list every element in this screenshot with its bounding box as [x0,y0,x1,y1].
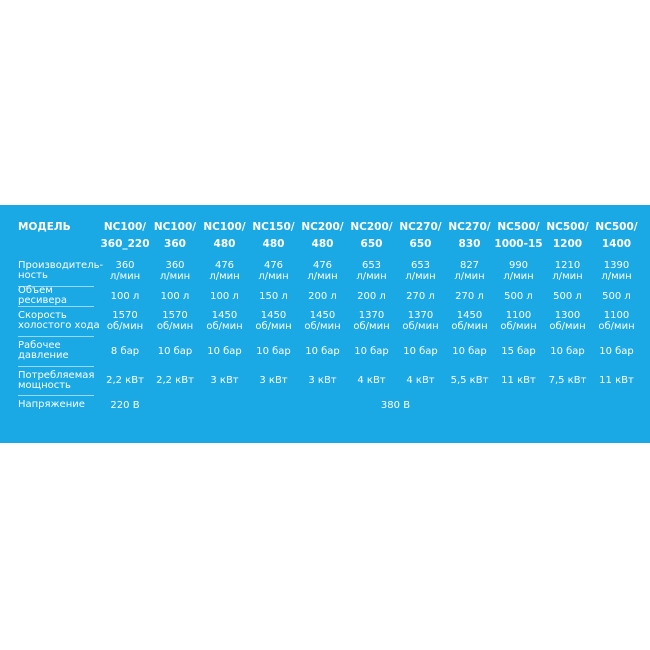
header-model-2: NC100/ 360 [153,221,197,250]
table-cell: 476 л/мин [209,260,240,282]
table-cell: 1300 об/мин [549,310,586,332]
row-label: Объем ресивера [0,286,100,306]
table-cell: 653 л/мин [356,260,387,282]
table-cell: 653 л/мин [405,260,436,282]
table-cell: 10 бар [256,345,291,357]
table-cell: 4 кВт [357,375,386,386]
table-cell: 1570 об/мин [156,310,194,332]
header-model-9: NC500/ 1000-15 [494,221,543,250]
header-model-10: NC500/ 1200 [546,221,589,250]
header-model-1: NC100/ 360_220 [100,221,150,250]
row-label: Потребляемая мощность [0,366,100,395]
table-cell: 1210 л/мин [552,260,583,282]
table-cell: 500 л [602,290,631,302]
table-cell: 100 л [160,290,190,302]
table-cell: 15 бар [501,345,536,357]
table-cell: 476 л/мин [258,260,289,282]
table-cell: 990 л/мин [503,260,534,282]
header-model-3: NC100/ 480 [203,221,246,250]
table-cell: 200 л [357,290,386,302]
header-model-5: NC200/ 480 [301,221,344,250]
header-model-4: NC150/ 480 [252,221,295,250]
table-cell: 3 кВт [308,375,337,386]
row-label: Рабочее давление [0,336,100,366]
table-cell: 3 кВт [210,375,239,386]
table-cell: 8 бар [110,345,140,357]
row-label: Скорость холостого хода [0,306,100,336]
table-cell: 10 бар [599,345,634,357]
table-cell: 100 л [210,290,239,302]
table-cell: 10 бар [452,345,487,357]
table-cell: 100 л [110,290,140,302]
table-cell: 270 л [455,290,484,302]
header-model-7: NC270/ 650 [399,221,442,250]
table-cell: 1370 об/мин [402,310,439,332]
table-cell: 10 бар [207,345,242,357]
table-cell: 5,5 кВт [450,375,489,386]
table-cell: 2,2 кВт [106,375,144,386]
table-cell: 1450 об/мин [206,310,243,332]
table-cell: 500 л [504,290,533,302]
row-label: Производитель- ность [0,256,100,286]
table-cell: 4 кВт [406,375,435,386]
table-cell: 1450 об/мин [304,310,341,332]
table-cell: 10 бар [403,345,438,357]
table-cell: 1100 об/мин [598,310,635,332]
table-cell: 1100 об/мин [500,310,537,332]
table-cell: 2,2 кВт [156,375,194,386]
table-cell: 1450 об/мин [451,310,488,332]
header-model-11: NC500/ 1400 [595,221,638,250]
table-cell: 11 кВт [501,375,536,386]
header-model-6: NC200/ 650 [350,221,393,250]
table-cell: 11 кВт [599,375,634,386]
table-cell: 270 л [406,290,435,302]
table-cell: 3 кВт [259,375,288,386]
table-cell: 1370 об/мин [353,310,390,332]
table-cell: 476 л/мин [307,260,338,282]
table-cell: 1390 л/мин [601,260,632,282]
table-cell: 10 бар [305,345,340,357]
table-cell: 10 бар [354,345,389,357]
table-cell: 1570 об/мин [106,310,144,332]
table-cell: 150 л [259,290,288,302]
table-cell: 360 л/мин [109,260,141,282]
spec-panel [0,205,650,443]
table-cell: 10 бар [550,345,585,357]
row-label-voltage: Напряжение [18,399,85,410]
table-cell: 10 бар [157,345,193,357]
header-model-8: NC270/ 830 [448,221,491,250]
table-cell: 360 л/мин [159,260,191,282]
voltage-220: 220 В [110,399,140,411]
table-cell: 1450 об/мин [255,310,292,332]
spec-table [0,205,650,443]
voltage-380: 380 В [380,399,411,411]
table-cell: 7,5 кВт [548,375,587,386]
header-model-label: МОДЕЛЬ [18,221,71,233]
table-cell: 827 л/мин [454,260,485,282]
table-cell: 500 л [553,290,582,302]
table-cell: 200 л [308,290,337,302]
